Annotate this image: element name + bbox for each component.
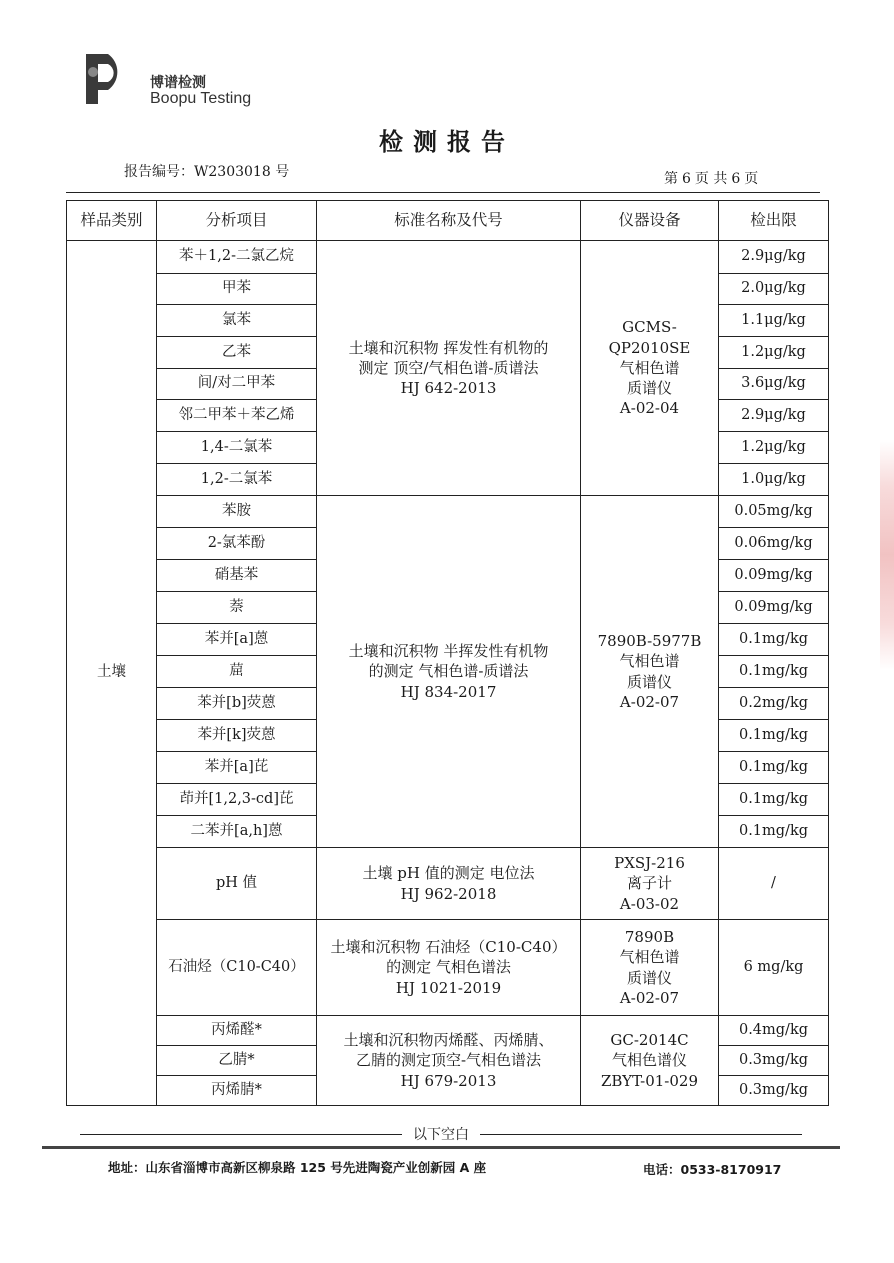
- page-prefix: 第: [664, 171, 678, 187]
- instrument-line: 质谱仪: [626, 672, 672, 691]
- detection-limit-cell: 2.0μg/kg: [719, 274, 829, 305]
- report-title: 检测报告: [379, 128, 515, 156]
- instrument-line: ZBYT-01-029: [600, 1071, 698, 1090]
- instrument-line: 质谱仪: [626, 968, 672, 987]
- instrument-line: QP2010SE: [608, 338, 691, 357]
- standard-line: 的测定 气相色谱法: [386, 958, 511, 977]
- detection-limit-cell: 0.09mg/kg: [719, 560, 829, 592]
- detection-limit-cell: 1.0μg/kg: [719, 464, 829, 496]
- header-analysis-item: 分析项目: [157, 201, 317, 241]
- instrument-cell: [581, 496, 719, 848]
- analysis-item-cell: 二苯并[a,h]蒽: [157, 816, 317, 848]
- analysis-item-cell: 丙烯腈*: [157, 1076, 317, 1106]
- instrument-line: GC-2014C: [610, 1031, 689, 1050]
- footer-divider: [42, 1146, 840, 1149]
- analysis-item-cell: 丙烯醛*: [157, 1016, 317, 1046]
- standard-line: HJ 1021-2019: [395, 978, 502, 997]
- instrument-line: A-03-02: [619, 894, 680, 913]
- table-row: [67, 241, 829, 274]
- instrument-line: 质谱仪: [626, 379, 672, 398]
- detection-limit-cell: /: [719, 848, 829, 920]
- instrument-line: 7890B: [624, 928, 675, 946]
- instrument-line: 气相色谱: [619, 948, 680, 967]
- standard-cell: [317, 1016, 581, 1106]
- detection-limit-cell: 0.05mg/kg: [719, 496, 829, 528]
- header-instrument: 仪器设备: [581, 201, 719, 241]
- detection-limit-cell: 0.1mg/kg: [719, 752, 829, 784]
- end-text: 以下空白: [413, 1127, 469, 1143]
- instrument-line: A-02-04: [619, 399, 680, 418]
- analysis-item-cell: 邻二甲苯＋苯乙烯: [157, 400, 317, 432]
- instrument-line: 气相色谱: [619, 652, 680, 671]
- page-suffix: 页: [744, 171, 759, 187]
- analysis-item-cell: 2-氯苯酚: [157, 528, 317, 560]
- analysis-item-cell: 苯并[b]荧蒽: [157, 688, 317, 720]
- header-limit: 检出限: [719, 201, 829, 241]
- instrument-line: A-02-07: [619, 692, 680, 711]
- footer-phone: 电话：0533-8170917: [643, 1162, 782, 1177]
- detection-limit-cell: 3.6μg/kg: [719, 369, 829, 400]
- standard-line: HJ 962-2018: [400, 884, 497, 903]
- table-row: [67, 496, 829, 528]
- detection-limit-cell: 1.2μg/kg: [719, 337, 829, 369]
- standard-line: 土壤和沉积物丙烯醛、丙烯腈、: [343, 1031, 554, 1050]
- sample-type-cell: 土壤: [67, 241, 157, 1106]
- page-indicator: [662, 168, 760, 188]
- page-total: 6: [731, 171, 741, 187]
- analysis-item-cell: 乙腈*: [157, 1046, 317, 1076]
- analysis-item-cell: 苯并[a]蒽: [157, 624, 317, 656]
- standard-line: 测定 顶空/气相色谱-质谱法: [358, 358, 539, 377]
- standard-cell: [317, 241, 581, 496]
- instrument-line: 离子计: [626, 874, 672, 893]
- header-standard: 标准名称及代号: [317, 201, 581, 241]
- table-header-row: [67, 201, 829, 241]
- test-method-table: [66, 200, 829, 1106]
- detection-limit-cell: 0.1mg/kg: [719, 784, 829, 816]
- standard-line: 土壤和沉积物 半挥发性有机物: [348, 642, 549, 661]
- detection-limit-cell: 0.2mg/kg: [719, 688, 829, 720]
- analysis-item-cell: 1,4-二氯苯: [157, 432, 317, 464]
- detection-limit-cell: 0.06mg/kg: [719, 528, 829, 560]
- analysis-item-cell: 硝基苯: [157, 560, 317, 592]
- analysis-item-cell: 甲苯: [157, 274, 317, 305]
- detection-limit-cell: 2.9μg/kg: [719, 400, 829, 432]
- analysis-item-cell: 茚并[1,2,3-cd]芘: [157, 784, 317, 816]
- instrument-line: GCMS-: [622, 318, 677, 337]
- instrument-line: 7890B-5977B: [597, 632, 702, 650]
- detection-limit-cell: 0.1mg/kg: [719, 720, 829, 752]
- table-row: [67, 920, 829, 1016]
- boopu-logo-icon: [82, 50, 132, 108]
- company-name-en: Boopu Testing: [150, 90, 252, 107]
- detection-limit-cell: 0.4mg/kg: [719, 1016, 829, 1046]
- standard-cell: [317, 496, 581, 848]
- standard-cell: [317, 848, 581, 920]
- footer-address: 地址：山东省淄博市高新区柳泉路 125 号先进陶瓷产业创新园 A 座: [108, 1160, 487, 1175]
- analysis-item-cell: 氯苯: [157, 305, 317, 337]
- instrument-line: A-02-07: [619, 988, 680, 1007]
- standard-line: 乙腈的测定顶空-气相色谱法: [355, 1051, 542, 1070]
- detection-limit-cell: 0.09mg/kg: [719, 592, 829, 624]
- page-middle: 页 共: [694, 171, 728, 187]
- detection-limit-cell: 0.1mg/kg: [719, 624, 829, 656]
- analysis-item-cell: 乙苯: [157, 337, 317, 369]
- instrument-line: 气相色谱: [619, 358, 680, 377]
- detection-limit-cell: 2.9μg/kg: [719, 241, 829, 274]
- page-current: 6: [682, 171, 691, 187]
- instrument-cell: [581, 920, 719, 1016]
- report-number: 报告编号：W2303018 号: [124, 164, 290, 180]
- standard-cell: [317, 920, 581, 1016]
- instrument-cell: [581, 848, 719, 920]
- analysis-item-cell: 间/对二甲苯: [157, 369, 317, 400]
- company-name-cn: 博谱检测: [150, 75, 206, 91]
- standard-line: 土壤和沉积物 石油烃（C10-C40）: [330, 938, 567, 957]
- instrument-cell: [581, 241, 719, 496]
- detection-limit-cell: 0.3mg/kg: [719, 1046, 829, 1076]
- analysis-item-cell: 苯并[k]荧蒽: [157, 720, 317, 752]
- table-row: [67, 1016, 829, 1046]
- standard-line: HJ 834-2017: [400, 682, 497, 701]
- header-sample-type: 样品类别: [67, 201, 157, 241]
- header-divider: [66, 192, 820, 193]
- detection-limit-cell: 1.2μg/kg: [719, 432, 829, 464]
- analysis-item-cell: 苯胺: [157, 496, 317, 528]
- analysis-item-cell: 萘: [157, 592, 317, 624]
- analysis-item-cell: 苯＋1,2-二氯乙烷: [157, 241, 317, 274]
- end-of-content-marker: [80, 1124, 802, 1144]
- table-row: [67, 848, 829, 920]
- analysis-item-cell: pH 值: [157, 848, 317, 920]
- detection-limit-cell: 0.1mg/kg: [719, 656, 829, 688]
- instrument-line: PXSJ-216: [614, 854, 685, 873]
- analysis-item-cell: 石油烃（C10-C40）: [157, 920, 317, 1016]
- analysis-item-cell: 1,2-二氯苯: [157, 464, 317, 496]
- analysis-item-cell: 䓛: [157, 656, 317, 688]
- detection-limit-cell: 0.1mg/kg: [719, 816, 829, 848]
- detection-limit-cell: 1.1μg/kg: [719, 305, 829, 337]
- detection-limit-cell: 0.3mg/kg: [719, 1076, 829, 1106]
- standard-line: 土壤 pH 值的测定 电位法: [362, 864, 535, 883]
- standard-line: 土壤和沉积物 挥发性有机物的: [348, 338, 549, 357]
- instrument-line: 气相色谱仪: [611, 1051, 687, 1070]
- standard-line: HJ 679-2013: [400, 1071, 497, 1090]
- standard-line: HJ 642-2013: [400, 379, 497, 398]
- instrument-cell: [581, 1016, 719, 1106]
- company-logo: [82, 50, 262, 110]
- standard-line: 的测定 气相色谱-质谱法: [368, 662, 529, 681]
- detection-limit-cell: 6 mg/kg: [719, 920, 829, 1016]
- analysis-item-cell: 苯并[a]芘: [157, 752, 317, 784]
- seal-edge: [880, 440, 894, 670]
